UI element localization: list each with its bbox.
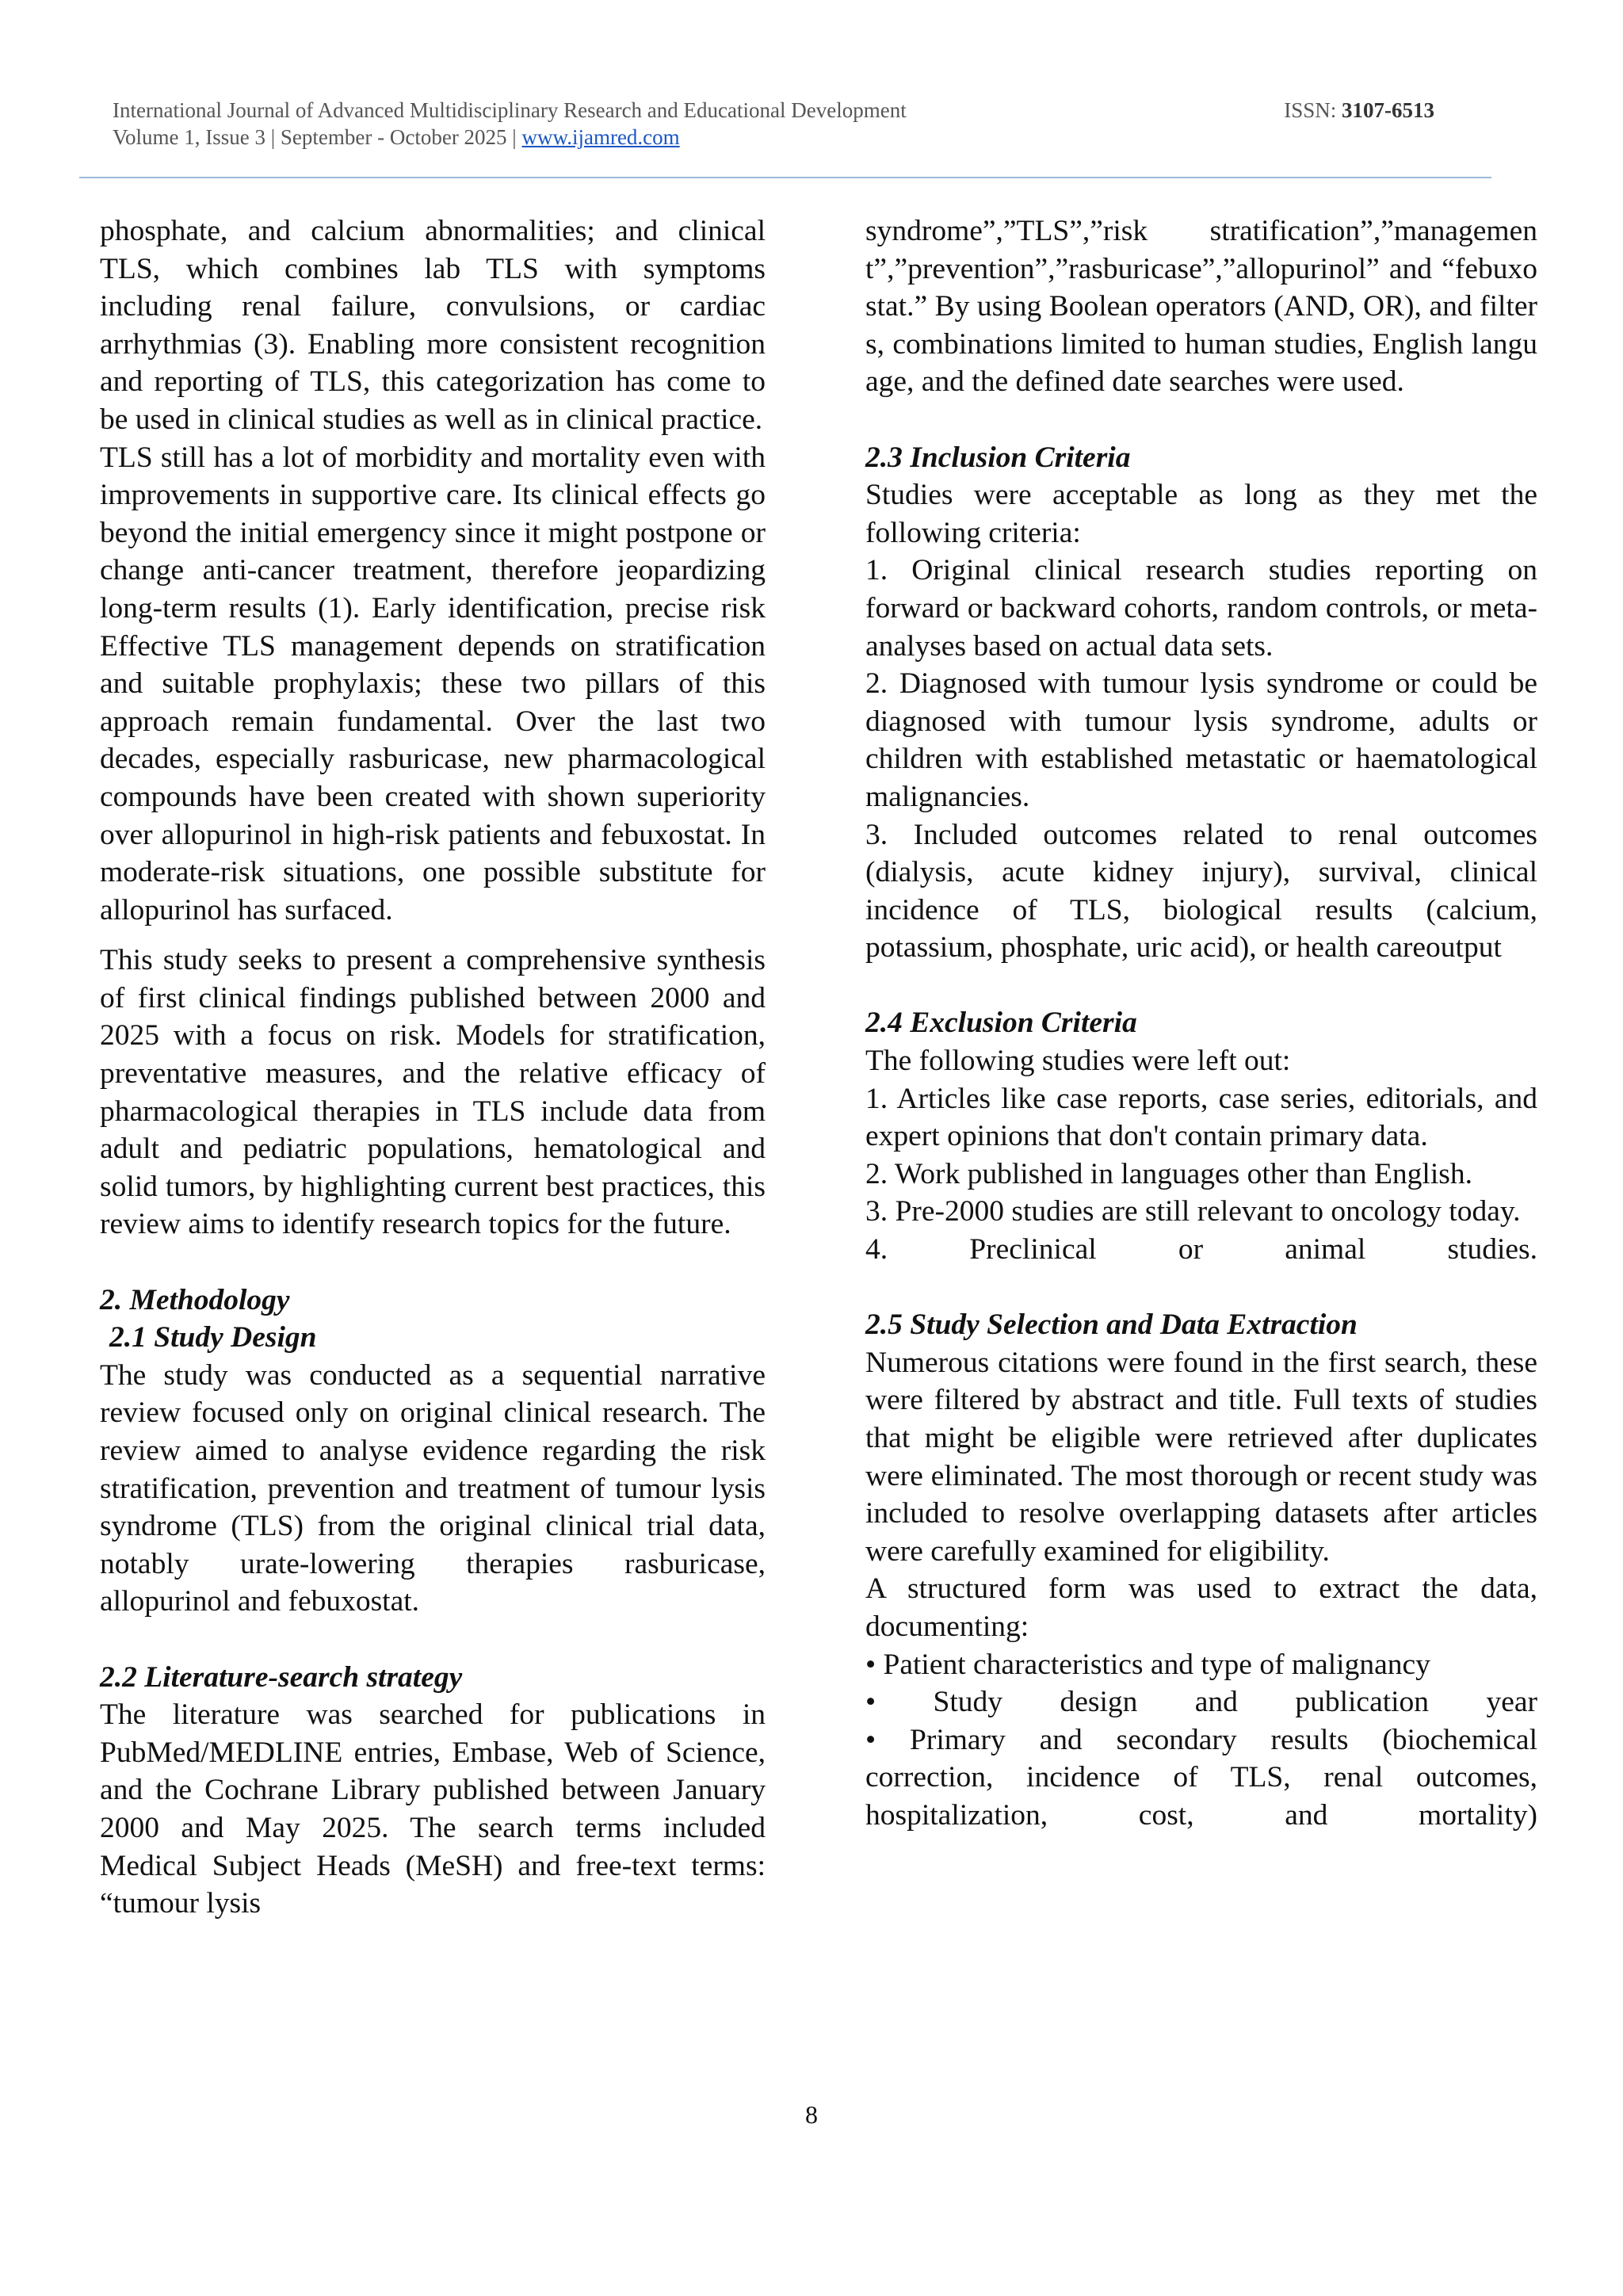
header-divider <box>79 177 1491 178</box>
section-heading-selection: 2.5 Study Selection and Data Extraction <box>865 1308 1358 1342</box>
bullet-item: • Study design and publication year <box>865 1686 1537 1719</box>
section-heading-methodology: 2. Methodology <box>100 1283 290 1316</box>
paragraph: TLS still has a lot of morbidity and mortality even with improvements in supportive care. Its clinical effects go beyond the initial emergency since it might postpone or change anti-cancer treatment, therefore jeopardizing long-term results (1). Early identification, precise risk Effective TLS management depends on stratification and suitable prophylaxis; these two pillars of this approach remain fundamental. Over the last two decades, especially rasburicase, new pharmacological compounds have been created with shown superiority over allopurinol in high-risk patients and febuxostat. In moderate-risk situations, one possible substitute for allopurinol has surfaced. <box>100 441 766 926</box>
issn: ISSN: 3107-6513 <box>1284 98 1434 122</box>
paragraph: Studies were acceptable as long as they met the following criteria: <box>865 479 1537 549</box>
paragraph: syndrome”,”TLS”,”risk stratification”,”management”,”prevention”,”rasburicase”,”allopurinol” and “febuxostat.” By using Boolean operators (AND, OR), and filters, combinations limited to human studies, English language, and the defined date searches were used. <box>865 215 1537 399</box>
right-column <box>865 212 1537 1835</box>
paragraph: phosphate, and calcium abnormalities; and clinical TLS, which combines lab TLS with symptoms including renal failure, convulsions, or cardiac arrhythmias (3). Enabling more consistent recognition and reporting of TLS, this categorization has come to be used in clinical studies as well as in clinical practice. <box>100 215 766 436</box>
left-column <box>100 212 766 1923</box>
journal-header <box>113 97 1491 151</box>
paragraph: Numerous citations were found in the first search, these were filtered by abstract and title. Full texts of studies that might be eligible were retrieved after duplicates were eliminated. The most thorough or recent study was included to resolve overlapping datasets after articles were carefully examined for eligibility. <box>865 1346 1537 1568</box>
page-number: 8 <box>805 2100 818 2129</box>
paragraph: The study was conducted as a sequential narrative review focused only on original clinical research. The review aimed to analyse evidence regarding the risk stratification, prevention and treatment of tumour lysis syndrome (TLS) from the original clinical trial data, notably urate-lowering therapies rasburicase, allopurinol and febuxostat. <box>100 1358 766 1618</box>
bullet-item: • Patient characteristics and type of malignancy <box>865 1648 1430 1681</box>
journal-title: International Journal of Advanced Multidisciplinary Research and Educational Development <box>113 98 907 122</box>
website-link[interactable]: www.ijamred.com <box>521 124 680 149</box>
paragraph: The following studies were left out: <box>865 1045 1291 1078</box>
list-item: 4. Preclinical or animal studies. <box>865 1233 1537 1266</box>
list-item: 2. Work published in languages other than English. <box>865 1157 1472 1190</box>
bullet-item: • Primary and secondary results (biochemical correction, incidence of TLS, renal outcomes, hospitalization, cost, and mortality) <box>865 1723 1537 1832</box>
list-item: 3. Included outcomes related to renal outcomes (dialysis, acute kidney injury), survival, clinical incidence of TLS, biological results (calcium, potassium, phosphate, uric acid), or health careoutput <box>865 818 1537 965</box>
paragraph: A structured form was used to extract the data, documenting: <box>865 1572 1537 1643</box>
section-heading-inclusion: 2.3 Inclusion Criteria <box>865 441 1131 474</box>
section-heading-study-design: 2.1 Study Design <box>109 1321 317 1354</box>
paragraph: This study seeks to present a comprehensive synthesis of first clinical findings published between 2000 and 2025 with a focus on risk. Models for stratification, preventative measures, and the relative efficacy of pharmacological therapies in TLS include data from adult and pediatric populations, hematological and solid tumors, by highlighting current best practices, this review aims to identify research topics for the future. <box>100 944 766 1241</box>
list-item: 1. Articles like case reports, case series, editorials, and expert opinions that don't contain primary data. <box>865 1082 1537 1153</box>
paragraph: The literature was searched for publications in PubMed/MEDLINE entries, Embase, Web of Science, and the Cochrane Library published between January 2000 and May 2025. The search terms included Medical Subject Heads (MeSH) and free-text terms: “tumour lysis <box>100 1698 766 1920</box>
list-item: 1. Original clinical research studies reporting on forward or backward cohorts, random controls, or meta-analyses based on actual data sets. <box>865 554 1537 663</box>
section-heading-exclusion: 2.4 Exclusion Criteria <box>865 1007 1137 1040</box>
issue-info: Volume 1, Issue 3 | September - October 2025 | <box>113 124 517 149</box>
section-heading-literature-search: 2.2 Literature-search strategy <box>100 1660 463 1694</box>
list-item: 3. Pre-2000 studies are still relevant to oncology today. <box>865 1195 1521 1228</box>
list-item: 2. Diagnosed with tumour lysis syndrome or could be diagnosed with tumour lysis syndrome, adults or children with established metastatic or haematological malignancies. <box>865 667 1537 813</box>
